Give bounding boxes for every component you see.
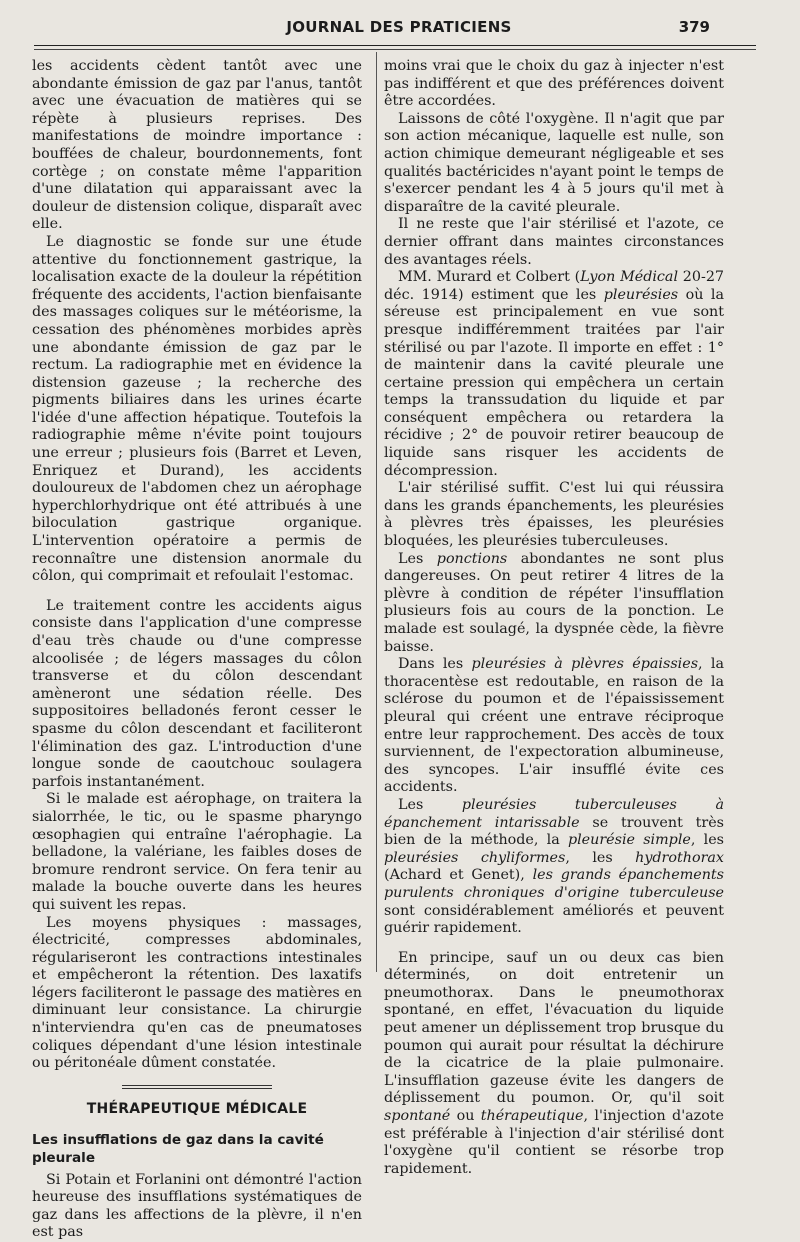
- page-header: [40, 16, 758, 40]
- text-run: sont considérablement améliorés et peuvent guérir rapidement.: [384, 902, 724, 937]
- text-run: Dans les: [398, 656, 472, 673]
- section-rule-secondary: [122, 1088, 272, 1089]
- section-title: THÉRAPEUTIQUE MÉDICALE: [86, 1100, 308, 1117]
- paragraph: moins vrai que le choix du gaz à injecter n'est pas indifférent et que des préférences doivent être accordées.: [384, 58, 724, 110]
- paragraph: Laissons de côté l'oxygène. Il n'agit que par son action mécanique, laquelle est nulle, son action chimique demeurant négligeable et ses qualités bactéricides n'ayant point le temps de s'exercer pendant les 4 à 5 jours qu'il met à disparaître de la cavité pleurale.: [384, 110, 724, 215]
- paragraph: Le diagnostic se fonde sur une étude attentive du fonctionnement gastrique, la localisation exacte de la douleur la répétition fréquente des accidents, l'action bienfaisante des massages coliques sur le météorisme, la cessation des phénomènes morbides après une abondante émission de gaz par le rectum. La radiographie met en évidence la distension gazeuse ; la recherche des pigments biliaires dans les urines écarte l'idée d'une affection hépatique. Toutefois la radiographie même n'évite point toujours une erreur ; plusieurs fois (Barret et Leven, Enriquez et Durand), les accidents douloureux de l'abdomen chez un aérophage hyperchlorhydrique ont été attribués à une biloculation gastrique organique. L'intervention opératoire a permis de reconnaître une distension anormale du côlon, qui comprimait et refoulait l'estomac.: [32, 233, 362, 585]
- citation-journal: Lyon Médical: [580, 269, 679, 286]
- emphasis: ponctions: [436, 550, 508, 567]
- text-run: , la thoracentèse est redoutable, en raison de la sclérose du poumon et de l'épaississement pleural qui créent une entrave réciproque entre leur rapprochement. Des accès de toux surviennent, de l'expectoration albumineuse, des syncopes. L'air insufflé évite ces accidents.: [384, 656, 725, 796]
- emphasis: pleurésies chyliformes: [384, 849, 566, 866]
- paragraph: les accidents cèdent tantôt avec une abondante émission de gaz par l'anus, tantôt avec une évacuation de matières qui se répète à plusieurs reprises. Des manifestations de moindre importance : bouffées de chaleur, bourdonnements, font cortège ; on constate même l'apparition d'une dilatation qui apparaissant avec la douleur de distension colique, disparaît avec elle.: [32, 58, 362, 233]
- journal-title: JOURNAL DES PRATICIENS: [286, 18, 512, 36]
- paragraph: Si Potain et Forlanini ont démontré l'action heureuse des insufflations systématiques de gaz dans les affections de la plèvre, il n'en est pas: [32, 1171, 362, 1241]
- left-column: [32, 58, 362, 1242]
- text-run: , les: [690, 832, 724, 849]
- paragraph: [384, 950, 724, 1179]
- right-column: [384, 58, 724, 1178]
- text-run: Les: [398, 796, 462, 813]
- paragraph: [384, 656, 724, 797]
- emphasis: spontané: [384, 1108, 451, 1125]
- paragraph: [384, 269, 724, 480]
- text-run: ou: [450, 1108, 481, 1125]
- page-number: 379: [678, 18, 710, 36]
- text-run: En principe, sauf un ou deux cas bien déterminés, on doit entretenir un pneumothorax. Dans le pneumothorax spontané, en effet, l'évacuation du liquide peut amener un déplissement trop brusque du poumon qui aurait pour résultat la déchirure de la cicatrice de la plaie pulmonaire. L'insufflation gazeuse évite les dangers de déplissement du poumon. Or, qu'il soit: [384, 949, 724, 1107]
- text-run: 20-27 déc. 1914) estiment que les: [384, 269, 725, 303]
- emphasis: les grands épanchements purulents chroniques d'origine tuberculeuse: [384, 867, 725, 901]
- emphasis: pleurésie simple: [567, 832, 691, 849]
- text-run: se trouvent très bien de la méthode, la: [384, 814, 724, 849]
- text-run: Les: [398, 550, 437, 567]
- emphasis: pleurésies tuberculeuses à épanchement intarissable: [384, 796, 724, 831]
- paragraph: Il ne reste que l'air stérilisé et l'azote, ce dernier offrant dans maintes circonstances des avantages réels.: [384, 216, 724, 268]
- column-divider: [376, 52, 377, 972]
- paragraph: Les moyens physiques : massages, électricité, compresses abdominales, régulariseront les contractions intestinales et empêcheront la rétention. Des laxatifs légers faciliteront le passage des matières en diminuant leur consistance. La chirurgie n'interviendra qu'en cas de pneumatoses coliques dépendant d'une lésion intestinale ou péritonéale dûment constatée.: [32, 914, 362, 1072]
- paragraph: Le traitement contre les accidents aigus consiste dans l'application d'une compresse d'eau très chaude ou d'une compresse alcoolisée ; de légers massages du côlon transverse et du côlon descendant amèneront une sédation réelle. Des suppositoires belladonés feront cesser le spasme du côlon descendant et faciliteront l'élimination des gaz. L'introduction d'une longue sonde de caoutchouc soulagera parfois instantanément.: [32, 597, 362, 790]
- text-run: MM. Murard et Colbert (: [398, 269, 581, 286]
- article-title: Les insufflations de gaz dans la cavité pleurale: [32, 1132, 324, 1167]
- paragraph: Si le malade est aérophage, on traitera la sialorrhée, le tic, ou le spasme pharyngo œsophagien qui entraîne l'aérophagie. La belladone, la valériane, les faibles doses de bromure rendront service. On fera tenir au malade la bouche ouverte dans les heures qui suivent les repas.: [32, 791, 362, 913]
- text-run: (Achard et Genet),: [384, 867, 533, 884]
- text-run: où la séreuse est principalement en vue sont presque indifféremment traitées par l'air stérilisé ou par l'azote. Il importe en effet : 1° de maintenir dans la cavité pleurale une certaine pression qui empêchera un certain temps la transsudation du liquide et par conséquent empêchera ou retardera la récidive ; 2° de pouvoir retirer beaucoup de liquide sans risquer les accidents de décompression.: [384, 286, 724, 479]
- emphasis: thérapeutique: [480, 1108, 584, 1125]
- emphasis: pleurésies: [603, 286, 679, 303]
- text-run: , les: [565, 849, 636, 866]
- paragraph: [384, 551, 724, 657]
- text-run: , l'injection d'azote est préférable à l'injection d'air stérilisé dont l'oxygène qu'il contient se résorbe trop rapidement.: [384, 1108, 725, 1177]
- paragraph: [384, 797, 724, 938]
- section-rule: [122, 1085, 272, 1086]
- text-run: abondantes ne sont plus dangereuses. On peut retirer 4 litres de la plèvre à condition de répéter l'insufflation plusieurs fois au cours de la ponction. Le malade est soulagé, la dyspnée cède, la fièvre baisse.: [384, 550, 724, 655]
- paragraph: L'air stérilisé suffit. C'est lui qui réussira dans les grands épanchements, les pleurésies à plèvres très épaisses, les pleurésies bloquées, les pleurésies tuberculeuses.: [384, 480, 724, 550]
- emphasis: hydrothorax: [635, 849, 724, 866]
- header-rule-secondary: [34, 49, 756, 50]
- emphasis: pleurésies à plèvres épaissies: [471, 656, 699, 673]
- header-rule: [34, 45, 756, 46]
